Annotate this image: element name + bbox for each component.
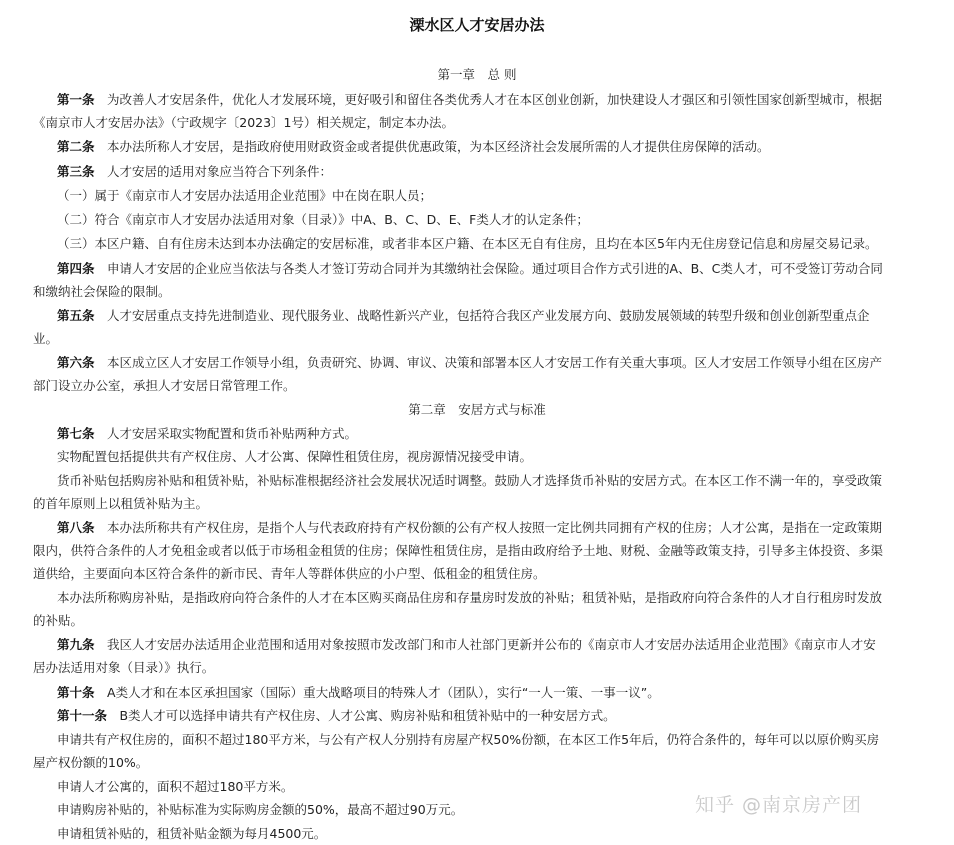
article-text: B类人才可以选择申请共有产权住房、人才公寓、购房补贴和租赁补贴中的一种安居方式。 <box>119 708 616 723</box>
article-label: 第三条 <box>57 164 95 179</box>
article-5-line-2: 业。 <box>33 331 59 346</box>
article-7-para-3-line-2: 的首年原则上以租赁补贴为主。 <box>33 496 209 511</box>
article-label: 第十条 <box>57 685 95 700</box>
article-9-line-2: 居办法适用对象（目录）》执行。 <box>33 660 215 675</box>
article-label: 第四条 <box>57 261 95 276</box>
article-label: 第七条 <box>57 426 95 441</box>
article-11-para-4: 申请购房补贴的，补贴标准为实际购房金额的50%，最高不超过90万元。 <box>57 802 464 817</box>
article-11-para-2-line-2: 屋产权份额的10%。 <box>33 755 149 770</box>
article-7-para-2: 实物配置包括提供共有产权住房、人才公寓、保障性租赁住房，视房源情况接受申请。 <box>57 449 533 464</box>
article-1-line-2: 《南京市人才安居办法》（宁政规字〔2023〕1号）相关规定，制定本办法。 <box>33 115 455 130</box>
article-text: 申请人才安居的企业应当依法与各类人才签订劳动合同并为其缴纳社会保险。通过项目合作方式引进的A、B、C类人才，可不受签订劳动合同 <box>107 261 883 276</box>
article-10-line-1 <box>57 683 660 701</box>
article-label: 第二条 <box>57 139 95 154</box>
article-text: 人才安居重点支持先进制造业、现代服务业、战略性新兴产业，包括符合我区产业发展方向、鼓励发展领域的转型升级和创业创新型重点企 <box>107 308 870 323</box>
article-5-line-1 <box>57 306 870 324</box>
article-3-line-1 <box>57 162 332 180</box>
article-4-line-1 <box>57 259 883 277</box>
article-3-item-2: （二）符合《南京市人才安居办法适用对象（目录）》中A、B、C、D、E、F类人才的认定条件； <box>57 212 589 227</box>
article-9-line-1 <box>57 635 876 653</box>
chapter-heading: 第一章 总 则 <box>437 67 517 82</box>
article-7-para-3-line-1: 货币补贴包括购房补贴和租赁补贴，补贴标准根据经济社会发展状况适时调整。鼓励人才选择货币补贴的安居方式。在本区工作不满一年的，享受政策 <box>57 473 883 488</box>
article-text: 本办法所称共有产权住房，是指个人与代表政府持有产权份额的公有产权人按照一定比例共同拥有产权的住房；人才公寓，是指在一定政策期 <box>107 520 883 535</box>
article-8-line-2: 限内，供符合条件的人才免租金或者以低于市场租金租赁的住房；保障性租赁住房，是指由政府给予土地、财税、金融等政策支持，引导多主体投资、多渠 <box>33 543 884 558</box>
article-11-para-3: 申请人才公寓的，面积不超过180平方米。 <box>57 779 294 794</box>
article-1-line-1 <box>57 90 882 108</box>
article-text: 本办法所称人才安居，是指政府使用财政资金或者提供优惠政策，为本区经济社会发展所需的人才提供住房保障的活动。 <box>107 139 770 154</box>
article-11-para-5: 申请租赁补贴的，租赁补贴金额为每月4500元。 <box>57 826 327 841</box>
article-6-line-1 <box>57 353 882 371</box>
article-3-item-3: （三）本区户籍、自有住房未达到本办法确定的安居标准，或者非本区户籍、在本区无自有住房，且均在本区5年内无住房登记信息和房屋交易记录。 <box>57 236 878 251</box>
article-6-line-2: 部门设立办公室，承担人才安居日常管理工作。 <box>33 378 296 393</box>
article-text: A类人才和在本区承担国家（国际）重大战略项目的特殊人才（团队），实行“一人一策、一事一议”。 <box>107 685 660 700</box>
article-text: 本区成立区人才安居工作领导小组，负责研究、协调、审议、决策和部署本区人才安居工作有关重大事项。区人才安居工作领导小组在区房产 <box>107 355 883 370</box>
article-text: 我区人才安居办法适用企业范围和适用对象按照市发改部门和市人社部门更新并公布的《南京市人才安居办法适用企业范围》《南京市人才安 <box>107 637 876 652</box>
article-label: 第五条 <box>57 308 95 323</box>
article-7-line-1 <box>57 424 357 442</box>
article-label: 第八条 <box>57 520 95 535</box>
article-11-para-2-line-1: 申请共有产权住房的，面积不超过180平方米，与公有产权人分别持有房屋产权50%份额，在本区工作5年后，仍符合条件的，每年可以以原价购买房 <box>57 732 880 747</box>
watermark: 知乎 @南京房产团 <box>695 794 863 816</box>
article-label: 第九条 <box>57 637 95 652</box>
article-8-para-2-line-2: 的补贴。 <box>33 613 84 628</box>
article-11-line-1 <box>57 706 616 724</box>
article-3-item-1: （一）属于《南京市人才安居办法适用企业范围》中在岗在职人员； <box>57 188 433 203</box>
article-label: 第一条 <box>57 92 95 107</box>
article-text: 人才安居的适用对象应当符合下列条件： <box>107 164 333 179</box>
article-label: 第六条 <box>57 355 95 370</box>
article-8-para-2-line-1: 本办法所称购房补贴，是指政府向符合条件的人才在本区购买商品住房和存量房时发放的补贴；租赁补贴，是指政府向符合条件的人才自行租房时发放 <box>57 590 883 605</box>
article-text: 为改善人才安居条件，优化人才发展环境，更好吸引和留住各类优秀人才在本区创业创新，加快建设人才强区和引领性国家创新型城市，根据 <box>107 92 883 107</box>
article-8-line-3: 道供给，主要面向本区符合条件的新市民、青年人等群体供应的小户型、低租金的租赁住房。 <box>33 566 546 581</box>
article-8-line-1 <box>57 518 882 536</box>
article-2-line-1 <box>57 137 770 155</box>
article-label: 第十一条 <box>57 708 108 723</box>
article-text: 人才安居采取实物配置和货币补贴两种方式。 <box>107 426 358 441</box>
article-4-line-2: 和缴纳社会保险的限制。 <box>33 284 171 299</box>
chapter-heading: 第二章 安居方式与标准 <box>408 402 546 417</box>
document-title: 溧水区人才安居办法 <box>409 16 545 34</box>
